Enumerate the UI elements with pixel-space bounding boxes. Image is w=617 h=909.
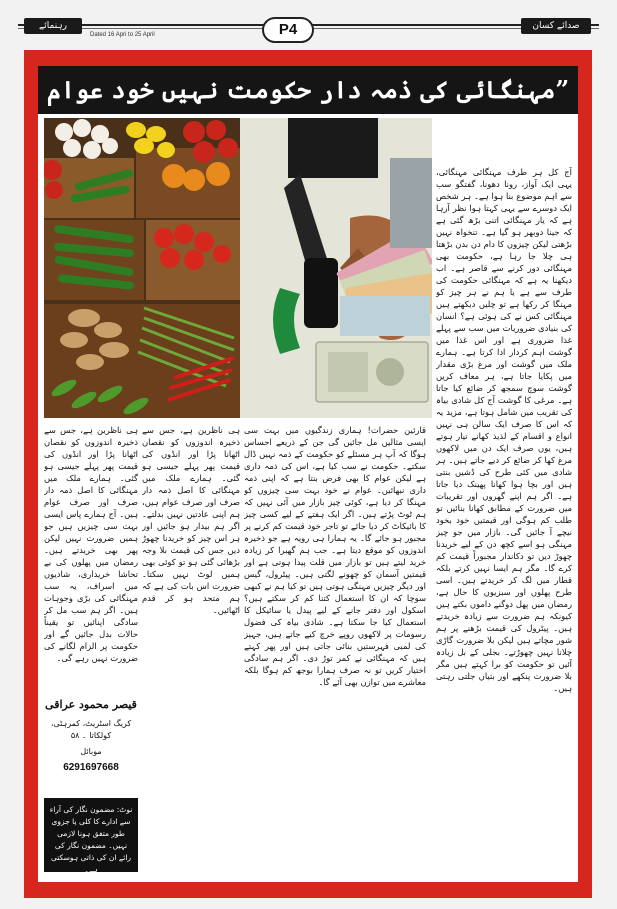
dated-label: Dated 16 Apri to 25 April — [90, 32, 155, 38]
vegetables-photo — [44, 118, 240, 418]
article-body — [38, 66, 578, 882]
article-column-right: آج کل ہر طرف مہنگائی مہنگائی، یہی ایک آواز، رونا دھونا، گفتگو سب سے اہم موضوع بنا ہوا ہے۔ ہر شخص ایک دوسرے سے یہی کہتا ہوا نظر آرہا ہے کہ یار مہنگائی اتنی بڑھ گئی ہے کہ جینا دوبھر ہو گیا ہے۔ تنخواہ نہیں بڑھتی لیکن چیزوں کا دام دن بدن بڑھتا ہی چلا جا رہا ہے، حکومت بھی مہنگائی دور کرنے سے قاصر ہے۔ اب دیکھنا یہ ہے کہ مہنگائی حکومت کی طرف سے ہے یا ہم نے ہر چیز کو مہنگا کر رکھا ہے تو چلیں دیکھتے ہیں مہنگائی کس نے کی ہوئی ہے؟ انسان کی بنیادی ضروریات میں سب سے پہلے غذا ضروری ہے اور اس غذا میں گوشت اہم کردار ادا کرتا ہے۔ ہمارے ملک میں گوشت اور مرغ بڑی مقدار میں پکایا جاتا ہے، ہر معاف کریں گوشت سوچ سمجھ کر ضائع کیا جاتا ہے۔ مرغی کا گوشت آج کل شادی بیاہ کی تقریب میں شامل ہوتا ہے، مزید یہ کہ اس کا صرف ایک سالن ہی نہیں انواع و اقسام کے لذیذ کھانے تیار ہوتے ہیں، یوں صرف ایک دن میں لاکھوں مرغ کھا کر ضائع کر دیے جاتے ہیں۔ ہر شادی میں کئی طرح کی ڈشیں بنتی ہیں اور بچا ہوا کھانا پھینک دیا جاتا ہے۔ اگر ہم اپنے گھروں اور تقریبات میں ضرورت کے مطابق کھانا بنائیں تو طلب کم ہوگی اور قیمتیں خود بخود نیچے آ جائیں گی۔ بازار میں جو چیز مہنگی ہو اسے کچھ دن کے لیے خریدنا چھوڑ دیں تو دکاندار مجبوراً قیمت کم کرے گا۔ مگر ہم ایسا نہیں کرتے بلکہ قطار میں لگ کر خریدتے ہیں۔ اسی طرح پھلوں اور سبزیوں کا حال ہے، رمضان میں پھل دوگنے داموں بکتے ہیں کیونکہ ہم ضرورت سے زیادہ خریدتے ہیں۔ پیٹرول کی قیمت بڑھنے پر ہم شور مچاتے ہیں لیکن بلا ضرورت گاڑی چلانا نہیں چھوڑتے۔ بجلی کے بل زیادہ آئیں تو حکومت کو برا کہتے ہیں مگر بلا ضرورت پنکھے اور بتیاں جلتی رہتی ہیں۔ — [436, 167, 572, 693]
editorial-notice: نوٹ: مضمون نگار کی آراء سے ادارے کا کلی یا جزوی طور متفق ہونا لازمی نہیں۔ مضمون نگار کی رائے ان کی ذاتی ہوسکتی ہے۔ — [44, 798, 138, 872]
author-phone-label: موبائل — [80, 747, 102, 756]
page-number-badge: P4 — [262, 17, 314, 43]
article-title: ”مہنگائی کی ذمہ دار حکومت نہیں خود عوام — [46, 75, 570, 104]
page-header — [18, 14, 599, 46]
article-column-middle: قارئین حضرات! ہماری زندگیوں میں بہت سی ایسی مثالیں مل جائیں گی جن کے ذریعے احساس ہوگا کہ آپ ہر مسئلے کو حکومت کے ذمہ نہیں ڈال سکتے۔ حکومت نے سب کیا ہے، اس کی ذمہ داری ہے لیکن عوام کا بھی فرض بنتا ہے کہ اپنی ذمہ داری نبھائیں۔ عوام نے خود بہت سی چیزوں کو مہنگا کر دیا ہے، کوئی چیز بازار میں آئی نہیں کہ ہم ٹوٹ پڑتے ہیں۔ اگر ایک ہفتے کے لیے کسی چیز کا بائیکاٹ کر دیا جائے تو تاجر خود قیمت کم کرنے پر مجبور ہو جائے گا۔ یہ ہمارا ہی رویہ ہے جو ذخیرہ اندوزوں کو موقع دیتا ہے۔ جب ہم گھبرا کر زیادہ خرید لیتے ہیں تو بازار میں قلت پیدا ہوتی ہے اور قیمتیں آسمان کو چھونے لگتی ہیں۔ پیٹرول، گیس اور دیگر چیزیں مہنگی ہوتی ہیں تو کیا ہم نے کبھی سوچا کہ ان کا استعمال کتنا کم کر سکتے ہیں؟ اسکول اور دفتر جانے کے لیے پیدل یا سائیکل کا استعمال کیا جا سکتا ہے۔ شادی بیاہ کی فضول رسومات پر لاکھوں روپے خرچ کیے جاتے ہیں، جہیز کی لمبی فہرستیں بنائی جاتی ہیں اور پھر کہتے ہیں کہ مہنگائی نے کمر توڑ دی۔ اگر ہم سادگی اختیار کریں تو نہ صرف ہمارا بوجھ کم ہوگا بلکہ معاشرے میں توازن بھی آئے گا۔ — [244, 425, 426, 687]
header-logo-right: صدائے کسان — [521, 18, 591, 34]
money-fuel-photo — [240, 118, 432, 418]
article-column-left: ہی ناظرین ہے، جس سے ذخیرہ اندوزوں کو نقصان اٹھانا پڑا اور انڈوں کی قیمت پھر پہلے جیسی ہو گئی۔ ہمارے ملک میں مہنگائی کا اصل ذمہ دار صرف اور صرف عوام ہیں۔ آج ہمارے پاس ایسی بہت سی چیزیں ہیں جو ہمیں ضرورت نہیں لیکن پھر بھی خریدتے ہیں۔ رمضان میں پھلوں کی بے تحاشا خریداری، شادیوں میں اسراف، یہ سب مہنگائی کی بڑی وجوہات ہیں۔ اگر ہم سب مل کر سادگی اپنائیں تو یقیناً حالات بدل جائیں گے اور حکومت پر الزام لگانے کی ضرورت نہیں رہے گی۔ — [44, 425, 138, 663]
article-frame — [24, 50, 592, 898]
author-address: کریگ اسٹریٹ، کمرہٹی، کولکاتا ۔ ۵۸ — [50, 719, 132, 740]
article-column-middle-left: ہی ناظرین ہے، جس سے ذخیرہ اندوزوں کو نقصان اٹھانا پڑا اور انڈوں کی قیمت پھر پہلے جیسی ہو گئی۔ ہمارے ملک میں مہنگائی کا اصل ذمہ دار صرف اور صرف عوام ہیں، ہم اپنی عادتیں نہیں بدلتے۔ اگر ہم بیدار ہو جائیں اور ہر اس چیز کو خریدنا چھوڑ دیں جس کی قیمت بلا وجہ بڑھائی گئی ہو تو کوئی بھی ہمیں لوٹ نہیں سکتا۔ ضرورت اس بات کی ہے کہ ہم متحد ہو کر قدم اٹھائیں۔ — [142, 425, 240, 615]
header-logo-left: رہنمائے — [24, 18, 82, 34]
author-block — [44, 684, 138, 794]
author-name: قیصر محمود عراقی — [45, 698, 137, 711]
author-phone: 6291697668 — [63, 762, 119, 773]
title-bar — [38, 66, 578, 114]
